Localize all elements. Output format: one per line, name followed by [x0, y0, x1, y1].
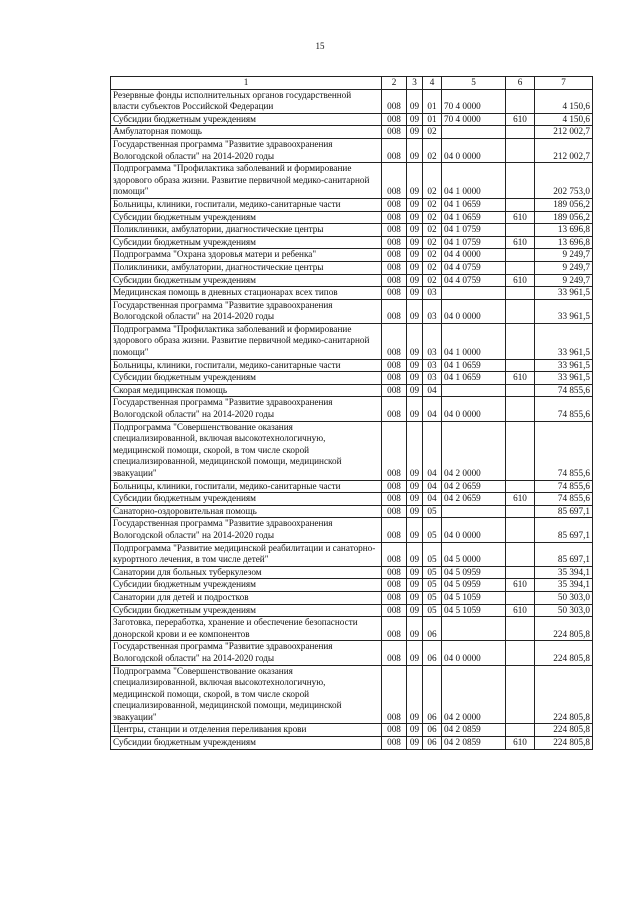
- section-code: 09: [407, 323, 423, 359]
- subsection-code: 02: [423, 261, 442, 274]
- subsection-code: 02: [423, 211, 442, 224]
- target-code: 04 5 1059: [442, 591, 506, 604]
- section-code: 09: [407, 542, 423, 566]
- admin-code: 008: [382, 542, 407, 566]
- column-header: 7: [535, 77, 593, 90]
- amount: 224 805,8: [535, 665, 593, 724]
- amount: 33 961,5: [535, 323, 593, 359]
- admin-code: 008: [382, 261, 407, 274]
- amount: 33 961,5: [535, 299, 593, 323]
- expense-type-code: [506, 480, 535, 493]
- target-code: [442, 287, 506, 300]
- expense-type-code: [506, 163, 535, 199]
- row-name: Подпрограмма "Совершенствование оказания специализированной, включая высокотехнологичную, медицинской помощи, скорой, в том числе скорой специализированной, медицинской помощи, медицинской эвакуации": [111, 421, 382, 480]
- table-row: [111, 542, 593, 566]
- section-code: 09: [407, 211, 423, 224]
- section-code: 09: [407, 372, 423, 385]
- table-row: [111, 493, 593, 506]
- row-name: Субсидии бюджетным учреждениям: [111, 211, 382, 224]
- expense-type-code: [506, 249, 535, 262]
- target-code: 04 2 0659: [442, 493, 506, 506]
- table-row: [111, 505, 593, 518]
- subsection-code: 05: [423, 591, 442, 604]
- target-code: 04 5 1059: [442, 604, 506, 617]
- table-row: [111, 126, 593, 139]
- amount: 224 805,8: [535, 641, 593, 665]
- subsection-code: 02: [423, 126, 442, 139]
- target-code: 04 0 0000: [442, 299, 506, 323]
- table-row: [111, 617, 593, 641]
- admin-code: 008: [382, 397, 407, 421]
- subsection-code: 04: [423, 493, 442, 506]
- expense-type-code: [506, 323, 535, 359]
- admin-code: 008: [382, 493, 407, 506]
- section-code: 09: [407, 126, 423, 139]
- admin-code: 008: [382, 372, 407, 385]
- table-row: [111, 261, 593, 274]
- admin-code: 008: [382, 737, 407, 750]
- expense-type-code: 610: [506, 113, 535, 126]
- subsection-code: 05: [423, 505, 442, 518]
- amount: 224 805,8: [535, 617, 593, 641]
- table-row: [111, 641, 593, 665]
- table-row: [111, 480, 593, 493]
- expense-type-code: [506, 505, 535, 518]
- expense-type-code: [506, 299, 535, 323]
- target-code: 04 5 0959: [442, 566, 506, 579]
- subsection-code: 04: [423, 480, 442, 493]
- target-code: 04 2 0000: [442, 421, 506, 480]
- expense-type-code: [506, 566, 535, 579]
- amount: 212 002,7: [535, 138, 593, 162]
- amount: 224 805,8: [535, 737, 593, 750]
- expense-type-code: [506, 126, 535, 139]
- table-row: [111, 724, 593, 737]
- subsection-code: 02: [423, 224, 442, 237]
- target-code: 04 5 0959: [442, 579, 506, 592]
- target-code: 04 0 0000: [442, 518, 506, 542]
- row-name: Субсидии бюджетным учреждениям: [111, 493, 382, 506]
- subsection-code: 01: [423, 89, 442, 113]
- amount: 4 150,6: [535, 89, 593, 113]
- admin-code: 008: [382, 566, 407, 579]
- section-code: 09: [407, 299, 423, 323]
- section-code: 09: [407, 493, 423, 506]
- row-name: Субсидии бюджетным учреждениям: [111, 274, 382, 287]
- expense-type-code: 610: [506, 236, 535, 249]
- section-code: 09: [407, 274, 423, 287]
- target-code: 04 1 0759: [442, 224, 506, 237]
- section-code: 09: [407, 138, 423, 162]
- admin-code: 008: [382, 126, 407, 139]
- amount: 50 303,0: [535, 591, 593, 604]
- expense-type-code: [506, 138, 535, 162]
- column-header: 6: [506, 77, 535, 90]
- subsection-code: 02: [423, 198, 442, 211]
- row-name: Центры, станции и отделения переливания крови: [111, 724, 382, 737]
- amount: 9 249,7: [535, 249, 593, 262]
- admin-code: 008: [382, 113, 407, 126]
- row-name: Санатории для больных туберкулезом: [111, 566, 382, 579]
- amount: 35 394,1: [535, 566, 593, 579]
- target-code: 04 1 0759: [442, 236, 506, 249]
- admin-code: 008: [382, 274, 407, 287]
- row-name: Государственная программа "Развитие здравоохранения Вологодской области" на 2014-2020 годы: [111, 641, 382, 665]
- row-name: Государственная программа "Развитие здравоохранения Вологодской области" на 2014-2020 годы: [111, 397, 382, 421]
- target-code: 04 1 0659: [442, 372, 506, 385]
- row-name: Санатории для детей и подростков: [111, 591, 382, 604]
- section-code: 09: [407, 505, 423, 518]
- subsection-code: 06: [423, 724, 442, 737]
- row-name: Поликлиники, амбулатории, диагностические центры: [111, 261, 382, 274]
- amount: 74 855,6: [535, 397, 593, 421]
- table-row: [111, 113, 593, 126]
- expense-type-code: [506, 617, 535, 641]
- admin-code: 008: [382, 249, 407, 262]
- section-code: 09: [407, 249, 423, 262]
- amount: 33 961,5: [535, 287, 593, 300]
- target-code: 04 2 0659: [442, 480, 506, 493]
- subsection-code: 02: [423, 138, 442, 162]
- table-row: [111, 287, 593, 300]
- section-code: 09: [407, 617, 423, 641]
- table-row: [111, 372, 593, 385]
- expense-type-code: [506, 261, 535, 274]
- expense-type-code: [506, 591, 535, 604]
- section-code: 09: [407, 591, 423, 604]
- target-code: 04 0 0000: [442, 138, 506, 162]
- admin-code: 008: [382, 299, 407, 323]
- column-header: 4: [423, 77, 442, 90]
- subsection-code: 05: [423, 604, 442, 617]
- target-code: 70 4 0000: [442, 113, 506, 126]
- target-code: 04 2 0000: [442, 665, 506, 724]
- admin-code: 008: [382, 505, 407, 518]
- row-name: Государственная программа "Развитие здравоохранения Вологодской области" на 2014-2020 годы: [111, 138, 382, 162]
- expense-type-code: [506, 518, 535, 542]
- target-code: 04 5 0000: [442, 542, 506, 566]
- table-row: [111, 236, 593, 249]
- amount: 85 697,1: [535, 542, 593, 566]
- amount: 74 855,6: [535, 421, 593, 480]
- section-code: 09: [407, 579, 423, 592]
- table-row: [111, 604, 593, 617]
- row-name: Больницы, клиники, госпитали, медико-санитарные части: [111, 359, 382, 372]
- expense-type-code: 610: [506, 211, 535, 224]
- expense-type-code: 610: [506, 493, 535, 506]
- section-code: 09: [407, 604, 423, 617]
- row-name: Субсидии бюджетным учреждениям: [111, 604, 382, 617]
- admin-code: 008: [382, 480, 407, 493]
- expense-type-code: 610: [506, 604, 535, 617]
- subsection-code: 02: [423, 249, 442, 262]
- row-name: Медицинская помощь в дневных стационарах всех типов: [111, 287, 382, 300]
- section-code: 09: [407, 224, 423, 237]
- section-code: 09: [407, 236, 423, 249]
- expense-type-code: 610: [506, 274, 535, 287]
- section-code: 09: [407, 359, 423, 372]
- section-code: 09: [407, 163, 423, 199]
- target-code: [442, 505, 506, 518]
- table-row: [111, 138, 593, 162]
- subsection-code: 03: [423, 323, 442, 359]
- row-name: Подпрограмма "Охрана здоровья матери и ребенка": [111, 249, 382, 262]
- admin-code: 008: [382, 579, 407, 592]
- column-header: 1: [111, 77, 382, 90]
- subsection-code: 03: [423, 299, 442, 323]
- subsection-code: 06: [423, 737, 442, 750]
- expense-type-code: 610: [506, 737, 535, 750]
- subsection-code: 03: [423, 359, 442, 372]
- column-header: 5: [442, 77, 506, 90]
- expense-type-code: [506, 224, 535, 237]
- target-code: 04 0 0000: [442, 397, 506, 421]
- row-name: Подпрограмма "Совершенствование оказания специализированной, включая высокотехнологичную, медицинской помощи, скорой, в том числе скорой специализированной, медицинской помощи, медицинской эвакуации": [111, 665, 382, 724]
- admin-code: 008: [382, 198, 407, 211]
- expense-type-code: [506, 89, 535, 113]
- amount: 74 855,6: [535, 480, 593, 493]
- admin-code: 008: [382, 591, 407, 604]
- table-header-row: [111, 77, 593, 90]
- admin-code: 008: [382, 617, 407, 641]
- amount: 74 855,6: [535, 493, 593, 506]
- table-row: [111, 737, 593, 750]
- subsection-code: 06: [423, 641, 442, 665]
- amount: 85 697,1: [535, 518, 593, 542]
- subsection-code: 01: [423, 113, 442, 126]
- admin-code: 008: [382, 224, 407, 237]
- amount: 13 696,8: [535, 224, 593, 237]
- target-code: [442, 617, 506, 641]
- admin-code: 008: [382, 236, 407, 249]
- table-row: [111, 384, 593, 397]
- section-code: 09: [407, 397, 423, 421]
- admin-code: 008: [382, 724, 407, 737]
- section-code: 09: [407, 113, 423, 126]
- section-code: 09: [407, 421, 423, 480]
- section-code: 09: [407, 737, 423, 750]
- table-row: [111, 211, 593, 224]
- row-name: Санаторно-оздоровительная помощь: [111, 505, 382, 518]
- amount: 50 303,0: [535, 604, 593, 617]
- expense-type-code: [506, 641, 535, 665]
- admin-code: 008: [382, 323, 407, 359]
- row-name: Субсидии бюджетным учреждениям: [111, 737, 382, 750]
- admin-code: 008: [382, 421, 407, 480]
- admin-code: 008: [382, 665, 407, 724]
- subsection-code: 03: [423, 287, 442, 300]
- table-row: [111, 89, 593, 113]
- column-header: 3: [407, 77, 423, 90]
- table-row: [111, 566, 593, 579]
- section-code: 09: [407, 287, 423, 300]
- admin-code: 008: [382, 163, 407, 199]
- subsection-code: 02: [423, 163, 442, 199]
- admin-code: 008: [382, 138, 407, 162]
- expense-type-code: [506, 359, 535, 372]
- row-name: Субсидии бюджетным учреждениям: [111, 236, 382, 249]
- column-header: 2: [382, 77, 407, 90]
- admin-code: 008: [382, 384, 407, 397]
- row-name: Поликлиники, амбулатории, диагностические центры: [111, 224, 382, 237]
- page-number: 15: [315, 41, 325, 51]
- table-row: [111, 274, 593, 287]
- expense-type-code: [506, 397, 535, 421]
- amount: 33 961,5: [535, 372, 593, 385]
- target-code: 04 1 0000: [442, 163, 506, 199]
- amount: 74 855,6: [535, 384, 593, 397]
- admin-code: 008: [382, 359, 407, 372]
- row-name: Резервные фонды исполнительных органов государственной власти субъектов Российской Федерации: [111, 89, 382, 113]
- row-name: Заготовка, переработка, хранение и обеспечение безопасности донорской крови и ее компонентов: [111, 617, 382, 641]
- table-row: [111, 359, 593, 372]
- target-code: 04 2 0859: [442, 737, 506, 750]
- subsection-code: 02: [423, 236, 442, 249]
- subsection-code: 06: [423, 617, 442, 641]
- target-code: 04 0 0000: [442, 641, 506, 665]
- target-code: 04 2 0859: [442, 724, 506, 737]
- amount: 35 394,1: [535, 579, 593, 592]
- amount: 4 150,6: [535, 113, 593, 126]
- subsection-code: 05: [423, 542, 442, 566]
- admin-code: 008: [382, 211, 407, 224]
- table-row: [111, 299, 593, 323]
- amount: 189 056,2: [535, 198, 593, 211]
- target-code: 04 1 0659: [442, 198, 506, 211]
- amount: 224 805,8: [535, 724, 593, 737]
- expense-type-code: 610: [506, 579, 535, 592]
- section-code: 09: [407, 384, 423, 397]
- table-row: [111, 579, 593, 592]
- target-code: [442, 384, 506, 397]
- row-name: Государственная программа "Развитие здравоохранения Вологодской области" на 2014-2020 годы: [111, 518, 382, 542]
- target-code: 04 1 0659: [442, 211, 506, 224]
- admin-code: 008: [382, 287, 407, 300]
- target-code: 04 1 0000: [442, 323, 506, 359]
- table-row: [111, 665, 593, 724]
- row-name: Больницы, клиники, госпитали, медико-санитарные части: [111, 480, 382, 493]
- section-code: 09: [407, 566, 423, 579]
- row-name: Подпрограмма "Профилактика заболеваний и формирование здорового образа жизни. Развитие первичной медико-санитарной помощи": [111, 163, 382, 199]
- amount: 9 249,7: [535, 274, 593, 287]
- amount: 189 056,2: [535, 211, 593, 224]
- amount: 13 696,8: [535, 236, 593, 249]
- expense-type-code: [506, 384, 535, 397]
- admin-code: 008: [382, 89, 407, 113]
- subsection-code: 02: [423, 274, 442, 287]
- expense-type-code: [506, 287, 535, 300]
- amount: 9 249,7: [535, 261, 593, 274]
- target-code: 04 4 0759: [442, 274, 506, 287]
- target-code: 04 1 0659: [442, 359, 506, 372]
- row-name: Субсидии бюджетным учреждениям: [111, 579, 382, 592]
- section-code: 09: [407, 198, 423, 211]
- expense-type-code: [506, 198, 535, 211]
- section-code: 09: [407, 261, 423, 274]
- budget-table: [110, 76, 593, 750]
- target-code: [442, 126, 506, 139]
- subsection-code: 04: [423, 421, 442, 480]
- admin-code: 008: [382, 641, 407, 665]
- subsection-code: 05: [423, 518, 442, 542]
- row-name: Больницы, клиники, госпитали, медико-санитарные части: [111, 198, 382, 211]
- amount: 85 697,1: [535, 505, 593, 518]
- row-name: Субсидии бюджетным учреждениям: [111, 113, 382, 126]
- table-row: [111, 323, 593, 359]
- table-row: [111, 198, 593, 211]
- expense-type-code: 610: [506, 372, 535, 385]
- table-row: [111, 249, 593, 262]
- admin-code: 008: [382, 518, 407, 542]
- row-name: Скорая медицинская помощь: [111, 384, 382, 397]
- subsection-code: 04: [423, 384, 442, 397]
- expense-type-code: [506, 724, 535, 737]
- section-code: 09: [407, 641, 423, 665]
- table-row: [111, 421, 593, 480]
- table-row: [111, 518, 593, 542]
- amount: 212 002,7: [535, 126, 593, 139]
- target-code: 04 4 0759: [442, 261, 506, 274]
- row-name: Государственная программа "Развитие здравоохранения Вологодской области" на 2014-2020 годы: [111, 299, 382, 323]
- subsection-code: 05: [423, 579, 442, 592]
- row-name: Подпрограмма "Развитие медицинской реабилитации и санаторно-курортного лечения, в том числе детей": [111, 542, 382, 566]
- subsection-code: 06: [423, 665, 442, 724]
- section-code: 09: [407, 724, 423, 737]
- target-code: 70 4 0000: [442, 89, 506, 113]
- target-code: 04 4 0000: [442, 249, 506, 262]
- section-code: 09: [407, 665, 423, 724]
- table-row: [111, 591, 593, 604]
- section-code: 09: [407, 518, 423, 542]
- table-row: [111, 397, 593, 421]
- expense-type-code: [506, 542, 535, 566]
- subsection-code: 03: [423, 372, 442, 385]
- section-code: 09: [407, 480, 423, 493]
- row-name: Подпрограмма "Профилактика заболеваний и формирование здорового образа жизни. Развитие первичной медико-санитарной помощи": [111, 323, 382, 359]
- section-code: 09: [407, 89, 423, 113]
- subsection-code: 05: [423, 566, 442, 579]
- expense-type-code: [506, 665, 535, 724]
- row-name: Субсидии бюджетным учреждениям: [111, 372, 382, 385]
- amount: 202 753,0: [535, 163, 593, 199]
- subsection-code: 04: [423, 397, 442, 421]
- table-row: [111, 163, 593, 199]
- admin-code: 008: [382, 604, 407, 617]
- row-name: Амбулаторная помощь: [111, 126, 382, 139]
- amount: 33 961,5: [535, 359, 593, 372]
- table-row: [111, 224, 593, 237]
- expense-type-code: [506, 421, 535, 480]
